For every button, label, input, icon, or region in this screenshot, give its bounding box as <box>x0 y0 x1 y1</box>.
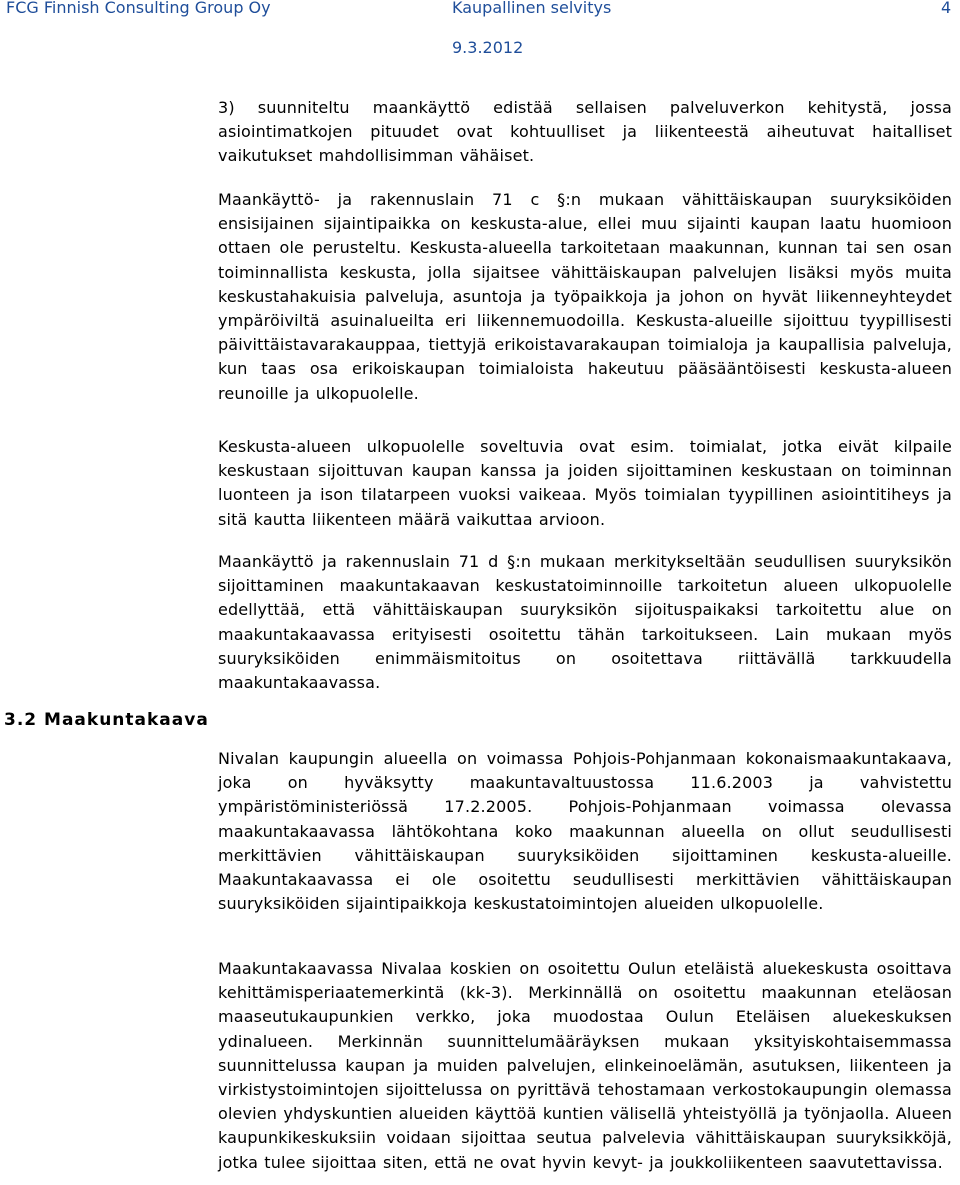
page-header <box>0 0 960 60</box>
paragraph-1: 3) suunniteltu maankäyttö edistää sellaisen palveluverkon kehitystä, jossa asiointimatkojen pituudet ovat kohtuulliset ja liikenteestä aiheutuvat haitalliset vaikutukset mahdollisimman vähäiset. <box>218 98 952 166</box>
document-date: 9.3.2012 <box>452 38 524 57</box>
paragraph-5: Nivalan kaupungin alueella on voimassa Pohjois-Pohjanmaan kokonaismaakuntakaava, joka on hyväksytty maakuntavaltuustossa 11.6.2003 ja vahvistettu ympäristöministeriössä 17.2.2005. Pohjois-Pohjanmaan voimassa olevassa maakuntakaavassa lähtökohtana koko maakunnan alueella on ollut seudullisesti merkittävien vähittäiskaupan suuryksiköiden sijoittaminen keskusta-alueille. Maakuntakaavassa ei ole osoitettu seudullisesti merkittävien vähittäiskaupan suuryksiköiden sijaintipaikkoja keskustatoimintojen alueiden ulkopuolelle. <box>218 749 952 914</box>
section-heading: 3.2 Maakuntakaava <box>4 710 209 730</box>
paragraph-6: Maakuntakaavassa Nivalaa koskien on osoitettu Oulun eteläistä aluekeskusta osoittava kehittämisperiaatemerkintä (kk-3). Merkinnällä on osoitettu maakunnan eteläosan maaseutukaupunkien verkko, joka muodostaa Oulun Eteläisen aluekeskuksen ydinalueen. Merkinnän suunnittelumääräyksen mukaan yksityiskohtaisemmassa suunnittelussa kaupan ja muiden palvelujen, elinkeinoelämän, asutuksen, liikenteen ja virkistystoimintojen sijoittelussa on pyrittävä tehostamaan verkostokaupungin olemassa olevien yhdyskuntien alueiden käyttöä kuntien välisellä yhteistyöllä ja työnjaolla. Alueen kaupunkikeskuksiin voidaan sijoittaa seutua palvelevia vähittäiskaupan suuryksikköjä, jotka tulee sijoittaa siten, että ne ovat hyvin kevyt- ja joukkoliikenteen saavutettavissa. <box>218 959 952 1172</box>
paragraph-4: Maankäyttö ja rakennuslain 71 d §:n mukaan merkitykseltään seudullisen suuryksikön sijoittaminen maakuntakaavan keskustatoiminnoille tarkoitetun alueen ulkopuolelle edellyttää, että vähittäiskaupan suuryksikön sijoituspaikaksi tarkoitettu alue on maakuntakaavassa erityisesti osoitettu tähän tarkoitukseen. Lain mukaan myös suuryksiköiden enimmäismitoitus on osoitettava riittävällä tarkkuudella maakuntakaavassa. <box>218 552 952 693</box>
paragraph-3: Keskusta-alueen ulkopuolelle soveltuvia ovat esim. toimialat, jotka eivät kilpaile keskustaan sijoittuvan kaupan kanssa ja joiden sijoittaminen keskustaan on toiminnan luonteen ja ison tilatarpeen vuoksi vaikeaa. Myös toimialan tyypillinen asiointitiheys ja sitä kautta liikenteen määrä vaikuttaa arvioon. <box>218 437 952 529</box>
page-number: 4 <box>941 0 952 17</box>
paragraph-2: Maankäyttö- ja rakennuslain 71 c §:n mukaan vähittäiskaupan suuryksiköiden ensisijainen sijaintipaikka on keskusta-alue, ellei muu sijainti kaupan laatu huomioon ottaen ole perusteltu. Keskusta-alueella tarkoitetaan maakunnan, kunnan tai sen osan toiminnallista keskusta, jolla sijaitsee vähittäiskaupan palvelujen lisäksi myös muita keskustahakuisia palveluja, asuntoja ja työpaikkoja ja johon on hyvät liikenneyhteydet ympäröiviltä asuinalueilta eri liikennemuodoilla. Keskusta-alueille sijoittuu tyypillisesti päivittäistavarakauppaa, tiettyjä erikoistavarakaupan toimialoja ja kaupallisia palveluja, kun taas osa erikoiskaupan toimialoista hakeutuu pääsääntöisesti keskusta-alueen reunoille ja ulkopuolelle. <box>218 190 952 403</box>
company-name: FCG Finnish Consulting Group Oy <box>6 0 271 17</box>
document-title: Kaupallinen selvitys <box>452 0 612 17</box>
